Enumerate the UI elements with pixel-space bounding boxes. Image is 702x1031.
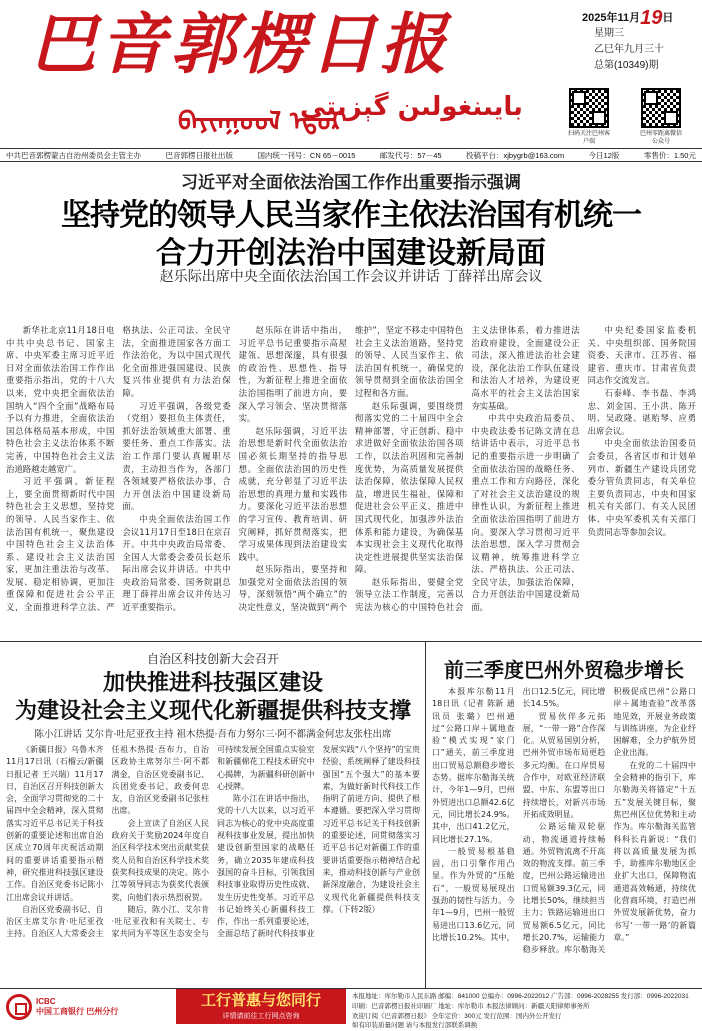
lunar-date: 乙巳年九月三十	[594, 44, 664, 55]
press: 巴音郭楞日报社出版	[165, 151, 233, 160]
science-headline[interactable]: 加快推进科技强区建设	[102, 671, 323, 696]
lead-story	[0, 162, 702, 642]
paragraph: 公路运输双轮驱动，物流通道持续畅通。外贸物流离不开高效的物流支撑。前三季度，巴州公路运输进出口贸易额39.3亿元，同比增长50%，继续担当主力；铁路运输进出口贸易额6.5亿元，同比增长20.7%，运输能力稳步释放。库尔勒海关积极促成巴州“公路口岸＋属地查验”改革落地见效，开展业务政策与训练讲座，为企业纾困解难，全力护航外贸企业出海。	[522, 687, 696, 955]
paragraph: 赵乐际在讲话中指出，习近平总书记重要指示高屋建瓴、思想深邃，具有很强的政治性、思想性、指导性，为新征程上推进全面依法治国指明了前进方向，要深入学习领会、坚决贯彻落实。	[238, 325, 347, 424]
date-line	[582, 7, 698, 29]
paragraph: 贸易伙伴多元拓展，“一带一路”合作深化。从贸易国别分析，巴州外贸市场布局更趋多元均衡。在口岸贸易合作中，对欧亚经济联盟、中东、东盟等出口持续增长，对新兴市场开拓成效明显。	[522, 711, 606, 819]
paragraph: 赵乐际强调，要围绕贯彻落实党的二十届四中全会精神部署，守正创新、稳中求进做好全面依法治国各项工作，以法治巩固和完善制度优势，为高质量发展提供法治保障，依法保障人民权益，增进民生福祉，保障和促进社会公平正义，推进中国式现代化，加强涉外法治体系和能力建设，为确保基本实现社会主义现代化取得决定性进展提供坚实法治保障。	[354, 400, 464, 575]
science-body	[6, 744, 420, 984]
cn-number: 国内统一刊号：CN 65－0015	[257, 151, 356, 160]
qr-code-wechat[interactable]	[640, 88, 683, 145]
info-bar	[0, 148, 702, 162]
footer-line: 印刷：巴音郭楞日报社印刷厂 地址：库尔勒市 本报法律顾问：新疆天阳律师事务所	[352, 1002, 590, 1010]
qr-code-icon	[569, 88, 609, 128]
footer-line: 本报地址：库尔勒市人民东路 邮编：841000 总编办：0996-2022012 广告部：0996-2028255 发行部：0996-2022031	[352, 993, 689, 1000]
qr-label-wechat: 巴州零距离微信公众号	[640, 131, 683, 145]
paragraph: 一般贸易根基稳固，出口引擎作用凸显。作为外贸的“压舱石”，一般贸易展现出强劲的韧性与活力。今年1—9月，巴州一般贸易进出口13.6亿元，同比增长10.2%。其中，出口12.5亿元，同比增长14.5%。	[432, 687, 606, 942]
paragraph: 中央纪委国家监委机关、中央组织部、国务院国资委、天津市、江苏省、福建省、重庆市、甘肃省负责同志作交流发言。	[587, 325, 696, 386]
science-kicker: 自治区科技创新大会召开	[146, 652, 279, 666]
qr-code-client[interactable]	[568, 88, 611, 145]
issue-number: 总第(10349)期	[594, 60, 659, 71]
lead-subhead: 赵乐际出席中央全面依法治国工作会议并讲话 丁薛祥出席会议	[159, 269, 543, 285]
footer	[0, 988, 702, 1030]
paragraph: 赵乐际指出，要坚持和加强党对全面依法治国的领导，深刻领悟“两个确立”的决定性意义，坚决做到“两个维护”，坚定不移走中国特色社会主义法治道路，坚持党的领导、人民当家作主、依法治国有机统一，确保党的领导贯彻到全面依法治国全过程和各方面。	[238, 325, 464, 613]
paragraph: 会上宣读了自治区人民政府关于奖励2024年度自治区科学技术突出贡献奖获奖人员和自治区科学技术奖获奖科技成果的决定。陈小江等领导同志为获奖代表颁奖，向他们表示热烈祝贺。	[111, 818, 209, 902]
post-code: 邮发代号：57－45	[379, 151, 442, 160]
newspaper-title: 巴音郭楞日报	[30, 5, 450, 83]
footer-line: 如有印装质量问题 请与本报发行部联系调换	[352, 1022, 478, 1030]
date-box	[582, 7, 698, 74]
footer-info	[346, 989, 702, 1030]
science-story	[0, 642, 426, 988]
paragraph: 自治区党委副书记、自治区主席艾尔肯·吐尼亚孜主持。自治区人大常委会主任祖木热提·吾布力，自治区政协主席努尔兰·阿不都满金，自治区党委副书记、兵团党委书记、政委何忠友，自治区党委副书记张柱出席。	[6, 745, 209, 939]
ad-title: 工行普惠与您同行	[200, 991, 321, 1009]
qr-label-client: 扫码关注巴州客户端	[568, 131, 611, 145]
bank-name: 中国工商银行 巴州分行	[36, 1007, 119, 1016]
paragraph: 中共中央政治局委员、中央政法委书记陈文清在总结讲话中表示，习近平总书记的重要指示进一步明确了全面依法治国的战略任务、重点工作和方向路径，深化了对社会主义法治建设的规律性认识，为新征程上推进全面依法治国指明了前进方向。要深入学习贯彻习近平法治思想，深入学习贯彻会议精神，统筹推进科学立法、严格执法、公正司法、全民守法，加强法治保障，合力开创法治中国建设新局面。	[471, 413, 580, 613]
science-headline-2[interactable]: 为建设社会主义现代化新疆提供科技支撑	[14, 699, 411, 724]
science-subhead: 陈小江讲话 艾尔肯·吐尼亚孜主持 祖木热提·吾布力努尔三·阿不都满金何忠友张柱出席	[34, 729, 392, 740]
lead-headline[interactable]: 坚持党的领导人民当家作主依法治国有机统一	[61, 198, 641, 233]
lead-kicker: 习近平对全面依法治国工作作出重要指示强调	[181, 173, 521, 193]
paragraph: 赵乐际强调，习近平法治思想是新时代全面依法治国必须长期坚持的指导思想。全面依法治国的历史性成就，充分彰显了习近平法治思想的真理力量和实践伟力。要深化习近平法治思想的学习宣传、教育培训、研究阐释，抓好贯彻落实，把学习成果体现到法治建设实践中。	[238, 425, 347, 562]
bank-ad[interactable]	[0, 989, 176, 1025]
trade-body	[432, 686, 696, 982]
paragraph: 石泰峰、李书磊、李鸿忠、刘金国、王小洪、陈开明、吴政隆、谌贻琴、应勇出席会议。	[587, 387, 696, 436]
paragraph: 本报库尔勒11月18日讯（记者 陈新 通讯员 张璐）巴州通过“公路口岸＋属地查验”模式实现“家门口”通关，前三季度进出口贸易总额稳步增长态势。据库尔勒海关统计，今年1—9月，巴州外贸进出口总额42.6亿元，同比增长24.9%。其中，出口41.2亿元，同比增长27.1%。	[432, 687, 515, 844]
paragraph: 新华社北京11月18日电 中共中央总书记、国家主席、中央军委主席习近平近日对全面依法治国工作作出重要指示指出，党的十八大以来，党中央把全面依法治国纳入“四个全面”战略布局予以有力推进，全面依法治国总体格局基本形成，中国特色社会主义法治体系不断完善，中国特色社会主义法治道路越走越宽广。	[6, 325, 115, 474]
date-day: 19	[640, 7, 663, 29]
lead-headline-2[interactable]: 合力开创法治中国建设新局面	[156, 236, 546, 271]
price: 零售价：1.50元	[643, 151, 696, 160]
weekday: 星期三	[594, 28, 624, 39]
paragraph: 在党的二十届四中全会精神的指引下，库尔勒海关将锚定“十五五”发展关键目标，聚焦巴州区位优势和主动作为。库尔勒海关监管科科长肖新说：“我们将以高质量发展为抓手，助推库尔勒地区企业扩大出口，保障物流通道高效畅通，持续优化营商环境，打造巴州外贸发展新优势，奋力书写‘一带一路’的新篇章。”	[613, 760, 696, 942]
qr-code-icon	[641, 88, 681, 128]
icbc-logo-icon	[6, 994, 32, 1020]
mongolian-title: ᠪᠠᠶᠢᠨᠭᠣᠣᠯ ᠡᠳᠦᠷ	[178, 107, 347, 137]
lead-body	[6, 324, 696, 636]
paragraph: 陈小江在讲话中指出，党的十八大以来，以习近平同志为核心的党中央高度重视科技事业发展，提出加快建设创新型国家的战略任务，确立2035年建成科技强国的奋斗目标，引领我国科技事业取得历史性成就、发生历史性变革。习近平总书记始终关心新疆科技工作，作出一系列重要论述，全面总结了新时代科技事业发展实践“八个坚持”的宝贵经验，系统阐释了建设科技强国“五个强大”的基本要素，为做好新时代科技工作指明了前进方向、提供了根本遵循。要把深入学习贯彻习近平总书记关于科技创新的重要论述，同贯彻落实习近平总书记对新疆工作的重要讲话重要指示精神结合起来，推动科技创新与产业创新深度融合，为建设社会主义现代化新疆提供科技支撑。（下转2版）	[217, 745, 420, 939]
bank-text	[36, 997, 118, 1017]
paragraph: 《新疆日报》乌鲁木齐11月17日讯（石榴云/新疆日报记者 王兴瑞）11月17日，自治区召开科技创新大会，全面学习贯彻党的二十届四中全会精神，深入贯彻落实习近平总书记关于科技创新的重要论述和出席自治区成立70周年庆祝活动期间的重要讲话重要指示精神，研究推进科技强区建设工作。自治区党委书记陈小江出席会议并讲话。	[6, 745, 104, 902]
paragraph: 习近平强调，各级党委（党组）要担负主体责任，抓好法治领域重大部署、重要任务、重点工作落实。法治工作部门要认真履职尽责，主动担当作为，各部门各领域要严格依法办事，合力开创法治中国建设新局面。	[122, 400, 231, 512]
paragraph: 习近平强调，新征程上，要全面贯彻新时代中国特色社会主义思想，坚持党的领导、人民当家作主、依法治国有机统一，聚焦建设中国特色社会主义法治体系、建设社会主义法治国家，更加注重法治与改革、发展、稳定相协调，更加注重保障和促进社会公平正义，全面推进科学立法、严格执法、公正司法、全民守法，全面推进国家各方面工作法治化，为以中国式现代化全面推进强国建设、民族复兴伟业提供有力法治保障。	[6, 325, 231, 613]
date-day-suffix: 日	[662, 12, 674, 24]
email[interactable]: 投稿平台：xjbygrb@163.com	[466, 151, 565, 160]
paragraph: 中央全面依法治国委员会委员，各省区市和计划单列市、新疆生产建设兵团党委分管负责同志，有关单位主要负责同志，中央和国家机关有关部门、有关人民团体、中央军委机关有关部门负责同志等参加会议。	[587, 438, 696, 537]
footer-line: 欢迎订阅《巴音郭楞日报》 全年定价：300元 发行范围：国内外公开发行	[352, 1012, 562, 1020]
paragraph: 中央全面依法治国工作会议11月17日至18日在京召开。中共中央政治局常委、全国人大常委会委员长赵乐际出席会议并讲话。中共中央政治局常委、国务院副总理丁薛祥出席会议并传达习近平重要指示。	[122, 513, 231, 613]
publisher: 中共巴音郭楞蒙古自治州委员会主管主办	[6, 151, 141, 160]
page-count: 今日12版	[588, 151, 620, 160]
ad-banner[interactable]	[176, 989, 346, 1024]
uyghur-title: بايىنغولىن گېزىتى	[300, 92, 523, 122]
date-month: 2025年11月	[582, 12, 641, 24]
trade-headline[interactable]: 前三季度巴州外贸稳步增长	[444, 658, 684, 682]
bank-abbr: ICBC	[36, 997, 56, 1006]
paragraph: 赵乐际指出，要健全党领导立法工作制度，完善以宪法为核心的中国特色社会主义法律体系，着力推进法治政府建设，全面建设公正司法，深入推进法治社会建设，深化法治工作队伍建设和法治人才培养，为建设更高水平的社会主义法治国家夯实基础。	[354, 325, 580, 613]
trade-story	[426, 642, 702, 988]
ad-subtitle: 详情请前往工行网点咨询	[222, 1012, 300, 1020]
masthead	[0, 0, 702, 150]
paragraph: 随后，陈小江、艾尔肯·吐尼亚孜和有关院士、专家共同为平等区生态安全与可持续发展全国重点实验室和新疆棉花工程技术研究中心揭牌，为新疆科研创新中心授牌。	[111, 745, 315, 939]
